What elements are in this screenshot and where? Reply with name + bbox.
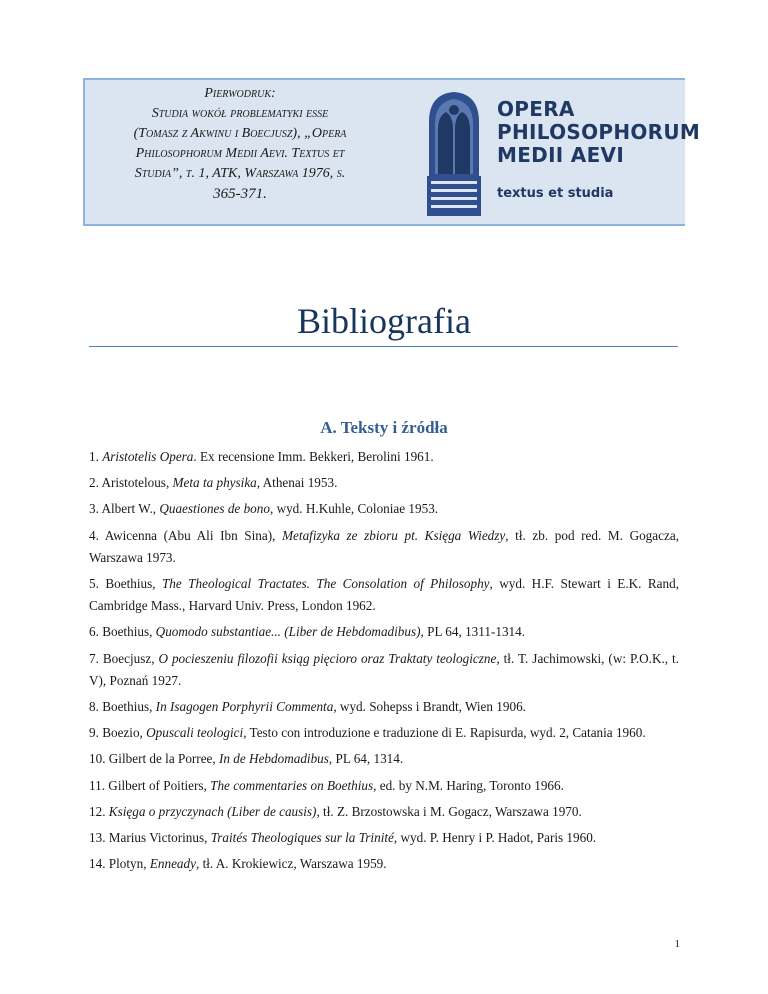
bibliography-entry: 8. Boethius, In Isagogen Porphyrii Commenta, wyd. Sohepss i Brandt, Wien 1906. [89,699,526,715]
bibliography-entry: 12. Księga o przyczynach (Liber de causis), tł. Z. Brzostowska i M. Gogacz, Warszawa 1970. [89,803,582,819]
gothic-window-logo-icon [423,90,485,218]
first-print-line: Studia”, t. 1, ATK, Warszawa 1976, s. [134,166,346,181]
first-print-line: (Tomasz z Akwinu i Boecjusz), „Opera [133,126,347,141]
bibliography-entry: 1. Aristotelis Opera. Ex recensione Imm. Bekkeri, Berolini 1961. [89,449,434,464]
first-print-line: Philosophorum Medii Aevi. Textus et [135,146,345,161]
bibliography-entry: 13. Marius Victorinus, Traités Theologiques sur la Trinité, wyd. P. Henry i P. Hadot, Paris 1960. [89,830,597,846]
bibliography-list [89,446,679,879]
bibliography-entry: 5. Boethius, The Theological Tractates. The Consolation of Philosophy, wyd. H.F. Stewart i E.K. Rand, Cambridge Mass., Harvard Univ. Press, London 1962. [89,576,680,614]
journal-subtitle: textus et studia [497,186,614,201]
journal-title-line: OPERA [497,97,575,121]
first-print-note [85,84,395,204]
bibliography-entry: 9. Boezio, Opuscali teologici, Testo con introduzione e traduzione di E. Rapisurda, wyd. 2, Catania 1960. [89,725,646,741]
bibliography-entry: 2. Aristotelous, Meta ta physika, Athenai 1953. [89,475,338,491]
bibliography-entry: 3. Albert W., Quaestiones de bono, wyd. H.Kuhle, Coloniae 1953. [89,501,439,517]
first-print-line: Pierwodruk: [204,86,276,101]
bibliography-entry: 14. Plotyn, Enneady, tł. A. Krokiewicz, Warszawa 1959. [89,856,387,872]
journal-title-line: PHILOSOPHORUM [497,120,701,144]
journal-title-line: MEDII AEVI [497,143,625,167]
header-box [83,78,701,226]
section-heading: A. Teksty i źródła [320,418,448,437]
bibliography-entry: 6. Boethius, Quomodo substantiae... (Liber de Hebdomadibus), PL 64, 1311-1314. [89,624,526,640]
journal-title [497,97,701,167]
bibliography-entry: 4. Awicenna (Abu Ali Ibn Sina), Metafizyka ze zbioru pt. Księga Wiedzy, tł. zb. pod red. M. Gogacza, Warszawa 1973. [89,527,679,565]
bibliography-entry: 10. Gilbert de la Porree, In de Hebdomadibus, PL 64, 1314. [89,751,404,767]
bibliography-entry: 7. Boecjusz, O pocieszeniu filozofii ksiąg pięcioro oraz Traktaty teologiczne, tł. T. Jachimowski, (w: P.O.K., t. V), Poznań 1927. [89,650,680,688]
journal-logo [405,80,701,224]
page-number: 1 [674,938,680,950]
first-print-line: 365-371. [213,186,267,202]
title-underline [89,346,678,347]
first-print-line: Studia wokół problematyki esse [151,106,329,121]
document-title: Bibliografia [297,301,471,341]
bibliography-entry: 11. Gilbert of Poitiers, The commentaries on Boethius, ed. by N.M. Haring, Toronto 1966. [89,777,564,793]
